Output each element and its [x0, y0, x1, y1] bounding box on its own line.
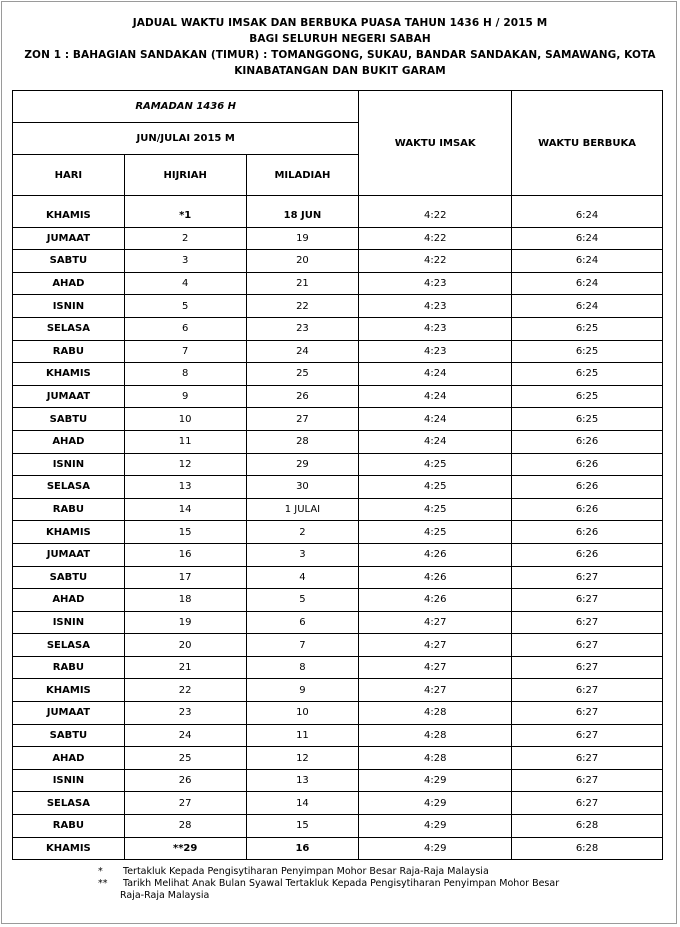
miladiah-cell: 10: [246, 702, 359, 725]
berbuka-header: WAKTU BERBUKA: [512, 91, 663, 196]
hijriah-cell: 26: [124, 769, 246, 792]
footnote-2: [90, 878, 650, 890]
berbuka-cell: 6:26: [512, 543, 663, 566]
hari-cell: JUMAAT: [13, 702, 125, 725]
berbuka-cell: 6:24: [512, 250, 663, 273]
miladiah-cell: 15: [246, 815, 359, 838]
miladiah-cell: 14: [246, 792, 359, 815]
hijriah-cell: 16: [124, 543, 246, 566]
table-row: [13, 295, 663, 318]
hijriah-cell: 25: [124, 747, 246, 770]
hijriah-cell: 5: [124, 295, 246, 318]
imsak-cell: 4:25: [359, 521, 512, 544]
hijriah-cell: 12: [124, 453, 246, 476]
imsak-cell: 4:25: [359, 476, 512, 499]
footnote-1-mark: *: [98, 866, 103, 877]
hijriah-cell: 8: [124, 363, 246, 386]
miladiah-header: MILADIAH: [246, 155, 359, 196]
hari-cell: SABTU: [13, 724, 125, 747]
hijriah-cell: 27: [124, 792, 246, 815]
hijriah-cell: 19: [124, 611, 246, 634]
miladiah-cell: 18 JUN: [246, 205, 359, 227]
imsak-cell: 4:27: [359, 679, 512, 702]
table-row: [13, 521, 663, 544]
miladiah-cell: 12: [246, 747, 359, 770]
imsak-cell: 4:28: [359, 724, 512, 747]
berbuka-cell: 6:26: [512, 521, 663, 544]
miladiah-cell: 4: [246, 566, 359, 589]
table-row: [13, 747, 663, 770]
berbuka-cell: 6:27: [512, 566, 663, 589]
footnote-1-text: Tertakluk Kepada Pengisytiharan Penyimpan Mohor Besar Raja-Raja Malaysia: [123, 866, 489, 877]
table-row: [13, 250, 663, 273]
footnote-1: [90, 866, 650, 878]
hijriah-cell: 3: [124, 250, 246, 273]
hijriah-cell: 6: [124, 317, 246, 340]
table-row: [13, 769, 663, 792]
imsak-cell: 4:28: [359, 702, 512, 725]
table-row: [13, 317, 663, 340]
hari-cell: AHAD: [13, 430, 125, 453]
imsak-cell: 4:23: [359, 340, 512, 363]
miladiah-cell: 25: [246, 363, 359, 386]
imsak-cell: 4:27: [359, 634, 512, 657]
hari-cell: SELASA: [13, 792, 125, 815]
miladiah-cell: 24: [246, 340, 359, 363]
hari-cell: ISNIN: [13, 611, 125, 634]
hari-cell: JUMAAT: [13, 227, 125, 250]
table-row: [13, 363, 663, 386]
table-row: [13, 543, 663, 566]
title-line-2: BAGI SELURUH NEGERI SABAH: [249, 33, 431, 45]
imsak-cell: 4:26: [359, 543, 512, 566]
berbuka-cell: 6:24: [512, 272, 663, 295]
berbuka-cell: 6:25: [512, 385, 663, 408]
berbuka-cell: 6:27: [512, 679, 663, 702]
hijriah-cell: 13: [124, 476, 246, 499]
hari-header: HARI: [13, 155, 125, 196]
imsak-cell: 4:23: [359, 317, 512, 340]
imsak-cell: 4:22: [359, 227, 512, 250]
hijriah-cell: 21: [124, 656, 246, 679]
month-header: JUN/JULAI 2015 M: [13, 123, 359, 155]
hari-cell: ISNIN: [13, 453, 125, 476]
imsak-cell: 4:23: [359, 295, 512, 318]
hijriah-cell: 2: [124, 227, 246, 250]
table-row: [13, 837, 663, 860]
miladiah-cell: 29: [246, 453, 359, 476]
hijriah-cell: 4: [124, 272, 246, 295]
hari-cell: SABTU: [13, 566, 125, 589]
footnote-2-text: Tarikh Melihat Anak Bulan Syawal Tertakluk Kepada Pengisytiharan Penyimpan Mohor Besar: [123, 878, 560, 889]
hari-cell: KHAMIS: [13, 363, 125, 386]
miladiah-cell: 3: [246, 543, 359, 566]
miladiah-cell: 22: [246, 295, 359, 318]
table-row: [13, 656, 663, 679]
title-line-1: JADUAL WAKTU IMSAK DAN BERBUKA PUASA TAHUN 1436 H / 2015 M: [132, 17, 548, 29]
berbuka-cell: 6:25: [512, 340, 663, 363]
imsak-cell: 4:22: [359, 205, 512, 227]
table-row: [13, 589, 663, 612]
berbuka-cell: 6:28: [512, 837, 663, 860]
berbuka-cell: 6:24: [512, 227, 663, 250]
hari-cell: AHAD: [13, 589, 125, 612]
footnotes: [90, 866, 650, 902]
hari-cell: RABU: [13, 656, 125, 679]
hijriah-cell: 24: [124, 724, 246, 747]
title-line-4: KINABATANGAN DAN BUKIT GARAM: [234, 65, 446, 77]
hari-cell: JUMAAT: [13, 543, 125, 566]
table-row: [13, 702, 663, 725]
hijriah-cell: 17: [124, 566, 246, 589]
hijriah-cell: 18: [124, 589, 246, 612]
miladiah-cell: 9: [246, 679, 359, 702]
imsak-cell: 4:24: [359, 408, 512, 431]
miladiah-cell: 19: [246, 227, 359, 250]
berbuka-cell: 6:25: [512, 317, 663, 340]
hari-cell: JUMAAT: [13, 385, 125, 408]
table-row: [13, 679, 663, 702]
hari-cell: SELASA: [13, 634, 125, 657]
hari-cell: AHAD: [13, 272, 125, 295]
hijriah-cell: **29: [124, 837, 246, 860]
ramadan-header: RAMADAN 1436 H: [13, 91, 359, 123]
table-row: [13, 227, 663, 250]
hari-cell: ISNIN: [13, 295, 125, 318]
table-row: [13, 453, 663, 476]
table-row: [13, 340, 663, 363]
imsak-cell: 4:29: [359, 837, 512, 860]
imsak-cell: 4:22: [359, 250, 512, 273]
berbuka-cell: 6:27: [512, 769, 663, 792]
hijriah-cell: 10: [124, 408, 246, 431]
miladiah-cell: 7: [246, 634, 359, 657]
miladiah-cell: 20: [246, 250, 359, 273]
hari-cell: KHAMIS: [13, 679, 125, 702]
imsak-cell: 4:24: [359, 363, 512, 386]
hijriah-cell: 7: [124, 340, 246, 363]
berbuka-cell: 6:27: [512, 611, 663, 634]
berbuka-cell: 6:25: [512, 363, 663, 386]
hari-cell: KHAMIS: [13, 205, 125, 227]
hari-cell: RABU: [13, 498, 125, 521]
miladiah-cell: 26: [246, 385, 359, 408]
berbuka-cell: 6:27: [512, 724, 663, 747]
hari-cell: KHAMIS: [13, 837, 125, 860]
table-row: [13, 566, 663, 589]
miladiah-cell: 21: [246, 272, 359, 295]
miladiah-cell: 13: [246, 769, 359, 792]
berbuka-cell: 6:27: [512, 656, 663, 679]
berbuka-cell: 6:28: [512, 815, 663, 838]
miladiah-cell: 2: [246, 521, 359, 544]
hari-cell: SELASA: [13, 317, 125, 340]
miladiah-cell: 16: [246, 837, 359, 860]
hijriah-cell: *1: [124, 205, 246, 227]
footnote-2-continuation: Raja-Raja Malaysia: [120, 890, 210, 901]
imsak-header: WAKTU IMSAK: [359, 91, 512, 196]
miladiah-cell: 28: [246, 430, 359, 453]
hijriah-cell: 20: [124, 634, 246, 657]
berbuka-cell: 6:27: [512, 792, 663, 815]
hari-cell: AHAD: [13, 747, 125, 770]
berbuka-cell: 6:27: [512, 702, 663, 725]
miladiah-cell: 27: [246, 408, 359, 431]
table-row: [13, 385, 663, 408]
hari-cell: ISNIN: [13, 769, 125, 792]
title-line-3: ZON 1 : BAHAGIAN SANDAKAN (TIMUR) : TOMANGGONG, SUKAU, BANDAR SANDAKAN, SAMAWANG, KOTA: [24, 49, 656, 61]
berbuka-cell: 6:24: [512, 205, 663, 227]
imsak-cell: 4:29: [359, 815, 512, 838]
berbuka-cell: 6:24: [512, 295, 663, 318]
imsak-cell: 4:24: [359, 385, 512, 408]
schedule-table: [12, 90, 663, 860]
document-title: [0, 15, 680, 79]
berbuka-cell: 6:27: [512, 747, 663, 770]
berbuka-cell: 6:27: [512, 634, 663, 657]
hijriah-header: HIJRIAH: [124, 155, 246, 196]
table-row: [13, 611, 663, 634]
hijriah-cell: 22: [124, 679, 246, 702]
table-row: [13, 498, 663, 521]
table-row: [13, 815, 663, 838]
imsak-cell: 4:26: [359, 566, 512, 589]
hijriah-cell: 15: [124, 521, 246, 544]
table-row: [13, 205, 663, 227]
miladiah-cell: 6: [246, 611, 359, 634]
miladiah-cell: 30: [246, 476, 359, 499]
imsak-cell: 4:25: [359, 453, 512, 476]
table-row: [13, 408, 663, 431]
hari-cell: RABU: [13, 815, 125, 838]
berbuka-cell: 6:26: [512, 453, 663, 476]
hijriah-cell: 28: [124, 815, 246, 838]
table-row: [13, 272, 663, 295]
miladiah-cell: 5: [246, 589, 359, 612]
berbuka-cell: 6:26: [512, 430, 663, 453]
imsak-cell: 4:29: [359, 792, 512, 815]
hijriah-cell: 9: [124, 385, 246, 408]
miladiah-cell: 1 JULAI: [246, 498, 359, 521]
miladiah-cell: 11: [246, 724, 359, 747]
hijriah-cell: 23: [124, 702, 246, 725]
imsak-cell: 4:25: [359, 498, 512, 521]
berbuka-cell: 6:27: [512, 589, 663, 612]
imsak-cell: 4:23: [359, 272, 512, 295]
imsak-cell: 4:24: [359, 430, 512, 453]
imsak-cell: 4:27: [359, 656, 512, 679]
hari-cell: RABU: [13, 340, 125, 363]
miladiah-cell: 8: [246, 656, 359, 679]
imsak-cell: 4:28: [359, 747, 512, 770]
berbuka-cell: 6:26: [512, 498, 663, 521]
hijriah-cell: 11: [124, 430, 246, 453]
table-row: [13, 792, 663, 815]
miladiah-cell: 23: [246, 317, 359, 340]
table-row: [13, 724, 663, 747]
imsak-cell: 4:29: [359, 769, 512, 792]
hari-cell: SABTU: [13, 408, 125, 431]
imsak-cell: 4:26: [359, 589, 512, 612]
table-row: [13, 634, 663, 657]
footnote-2-mark: **: [98, 878, 108, 889]
hari-cell: SELASA: [13, 476, 125, 499]
berbuka-cell: 6:25: [512, 408, 663, 431]
table-row: [13, 430, 663, 453]
hari-cell: SABTU: [13, 250, 125, 273]
hijriah-cell: 14: [124, 498, 246, 521]
berbuka-cell: 6:26: [512, 476, 663, 499]
hari-cell: KHAMIS: [13, 521, 125, 544]
imsak-cell: 4:27: [359, 611, 512, 634]
table-row: [13, 476, 663, 499]
